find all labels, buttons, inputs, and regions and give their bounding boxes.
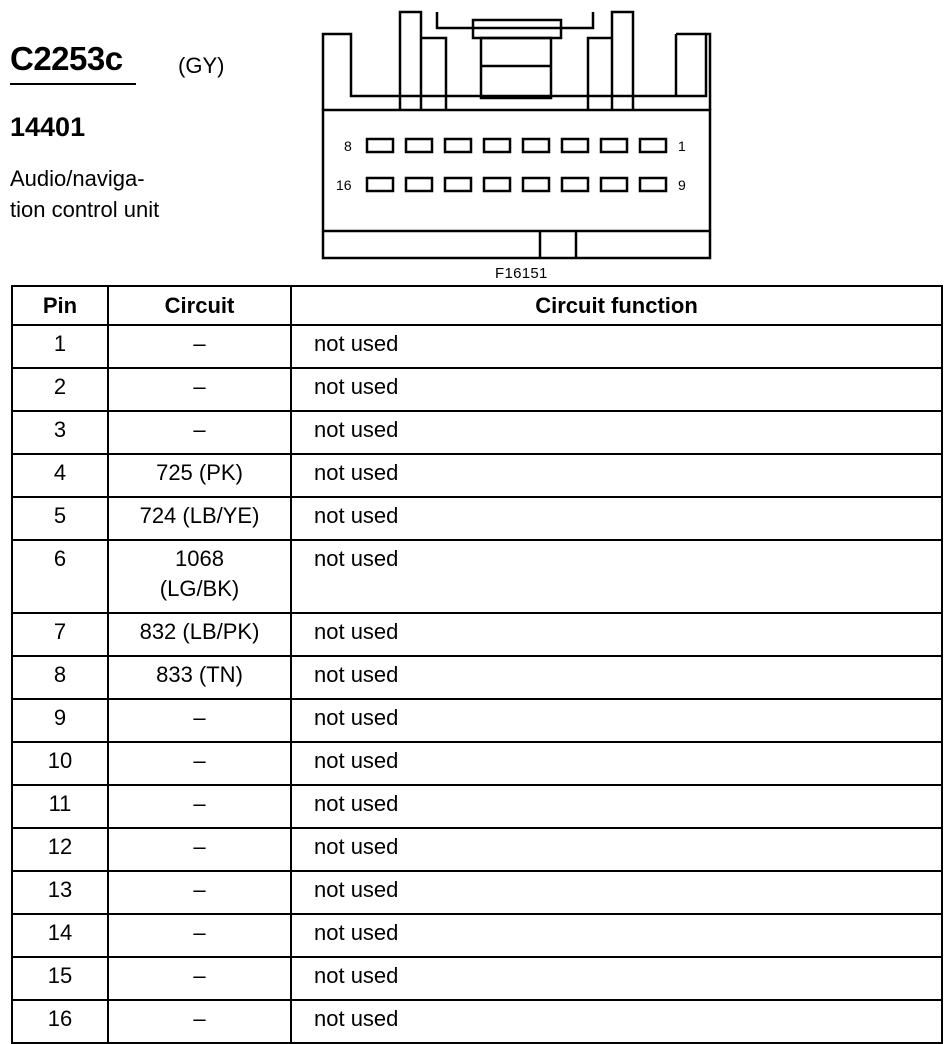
circuit-function: not used	[291, 871, 942, 914]
circuit-function: not used	[291, 613, 942, 656]
circuit-function: not used	[291, 497, 942, 540]
pinout-table	[11, 285, 943, 1044]
part-number: 14401	[10, 112, 86, 142]
pin-number: 4	[12, 454, 108, 497]
table-row	[12, 957, 942, 1000]
table-row	[12, 540, 942, 613]
pin-number: 3	[12, 411, 108, 454]
circuit-number: –	[108, 411, 291, 454]
pin-number: 9	[12, 699, 108, 742]
circuit-number: –	[108, 957, 291, 1000]
circuit-number: 832 (LB/PK)	[108, 613, 291, 656]
header-pin: Pin	[12, 286, 108, 325]
circuit-number: 724 (LB/YE)	[108, 497, 291, 540]
table-row	[12, 411, 942, 454]
connector-housing	[323, 12, 710, 258]
table-row	[12, 914, 942, 957]
pin-number: 6	[12, 540, 108, 613]
table-row	[12, 325, 942, 368]
component-name-line-1: Audio/naviga-	[10, 166, 145, 191]
figure-id: F16151	[495, 265, 548, 282]
connector-color: (GY)	[178, 53, 225, 78]
connector-id: C2253c	[10, 40, 123, 77]
circuit-number: –	[108, 699, 291, 742]
pin-number: 12	[12, 828, 108, 871]
table-row	[12, 656, 942, 699]
pin-number: 2	[12, 368, 108, 411]
pin-number: 11	[12, 785, 108, 828]
table-row	[12, 742, 942, 785]
table-row	[12, 613, 942, 656]
table-header-row	[12, 286, 942, 325]
table-row	[12, 785, 942, 828]
circuit-function: not used	[291, 411, 942, 454]
circuit-function: not used	[291, 699, 942, 742]
circuit-function: not used	[291, 454, 942, 497]
circuit-function: not used	[291, 325, 942, 368]
header-circuit: Circuit	[108, 286, 291, 325]
pin-number: 10	[12, 742, 108, 785]
circuit-function: not used	[291, 957, 942, 1000]
pin-cavities	[367, 139, 666, 191]
pin-number: 8	[12, 656, 108, 699]
circuit-number: –	[108, 914, 291, 957]
circuit-function: not used	[291, 742, 942, 785]
circuit-function: not used	[291, 1000, 942, 1043]
circuit-function: not used	[291, 914, 942, 957]
circuit-number: –	[108, 325, 291, 368]
circuit-function: not used	[291, 656, 942, 699]
pin-number: 15	[12, 957, 108, 1000]
connector-face-diagram	[318, 8, 718, 264]
circuit-function: not used	[291, 785, 942, 828]
circuit-number: –	[108, 1000, 291, 1043]
pin-label-16: 16	[336, 177, 352, 193]
circuit-function: not used	[291, 540, 942, 613]
circuit-number: –	[108, 828, 291, 871]
circuit-number: –	[108, 368, 291, 411]
table-row	[12, 368, 942, 411]
table-row	[12, 1000, 942, 1043]
table-row	[12, 454, 942, 497]
pin-number: 14	[12, 914, 108, 957]
table-row	[12, 497, 942, 540]
component-name	[10, 163, 200, 225]
pin-label-9: 9	[678, 177, 686, 193]
table-row	[12, 871, 942, 914]
component-name-line-2: tion control unit	[10, 197, 160, 222]
circuit-function: not used	[291, 368, 942, 411]
pin-number: 7	[12, 613, 108, 656]
connector-id-underline	[10, 83, 136, 85]
pin-number: 5	[12, 497, 108, 540]
pin-label-8: 8	[344, 138, 352, 154]
pin-label-1: 1	[678, 138, 686, 154]
table-body	[12, 325, 942, 1043]
pin-number: 16	[12, 1000, 108, 1043]
circuit-number: 1068 (LG/BK)	[108, 540, 291, 613]
pin-number: 1	[12, 325, 108, 368]
circuit-number: –	[108, 785, 291, 828]
circuit-number: 725 (PK)	[108, 454, 291, 497]
pin-number: 13	[12, 871, 108, 914]
table-row	[12, 828, 942, 871]
circuit-number: –	[108, 742, 291, 785]
circuit-number: –	[108, 871, 291, 914]
circuit-number: 833 (TN)	[108, 656, 291, 699]
header-circuit-function: Circuit function	[291, 286, 942, 325]
circuit-function: not used	[291, 828, 942, 871]
table-row	[12, 699, 942, 742]
